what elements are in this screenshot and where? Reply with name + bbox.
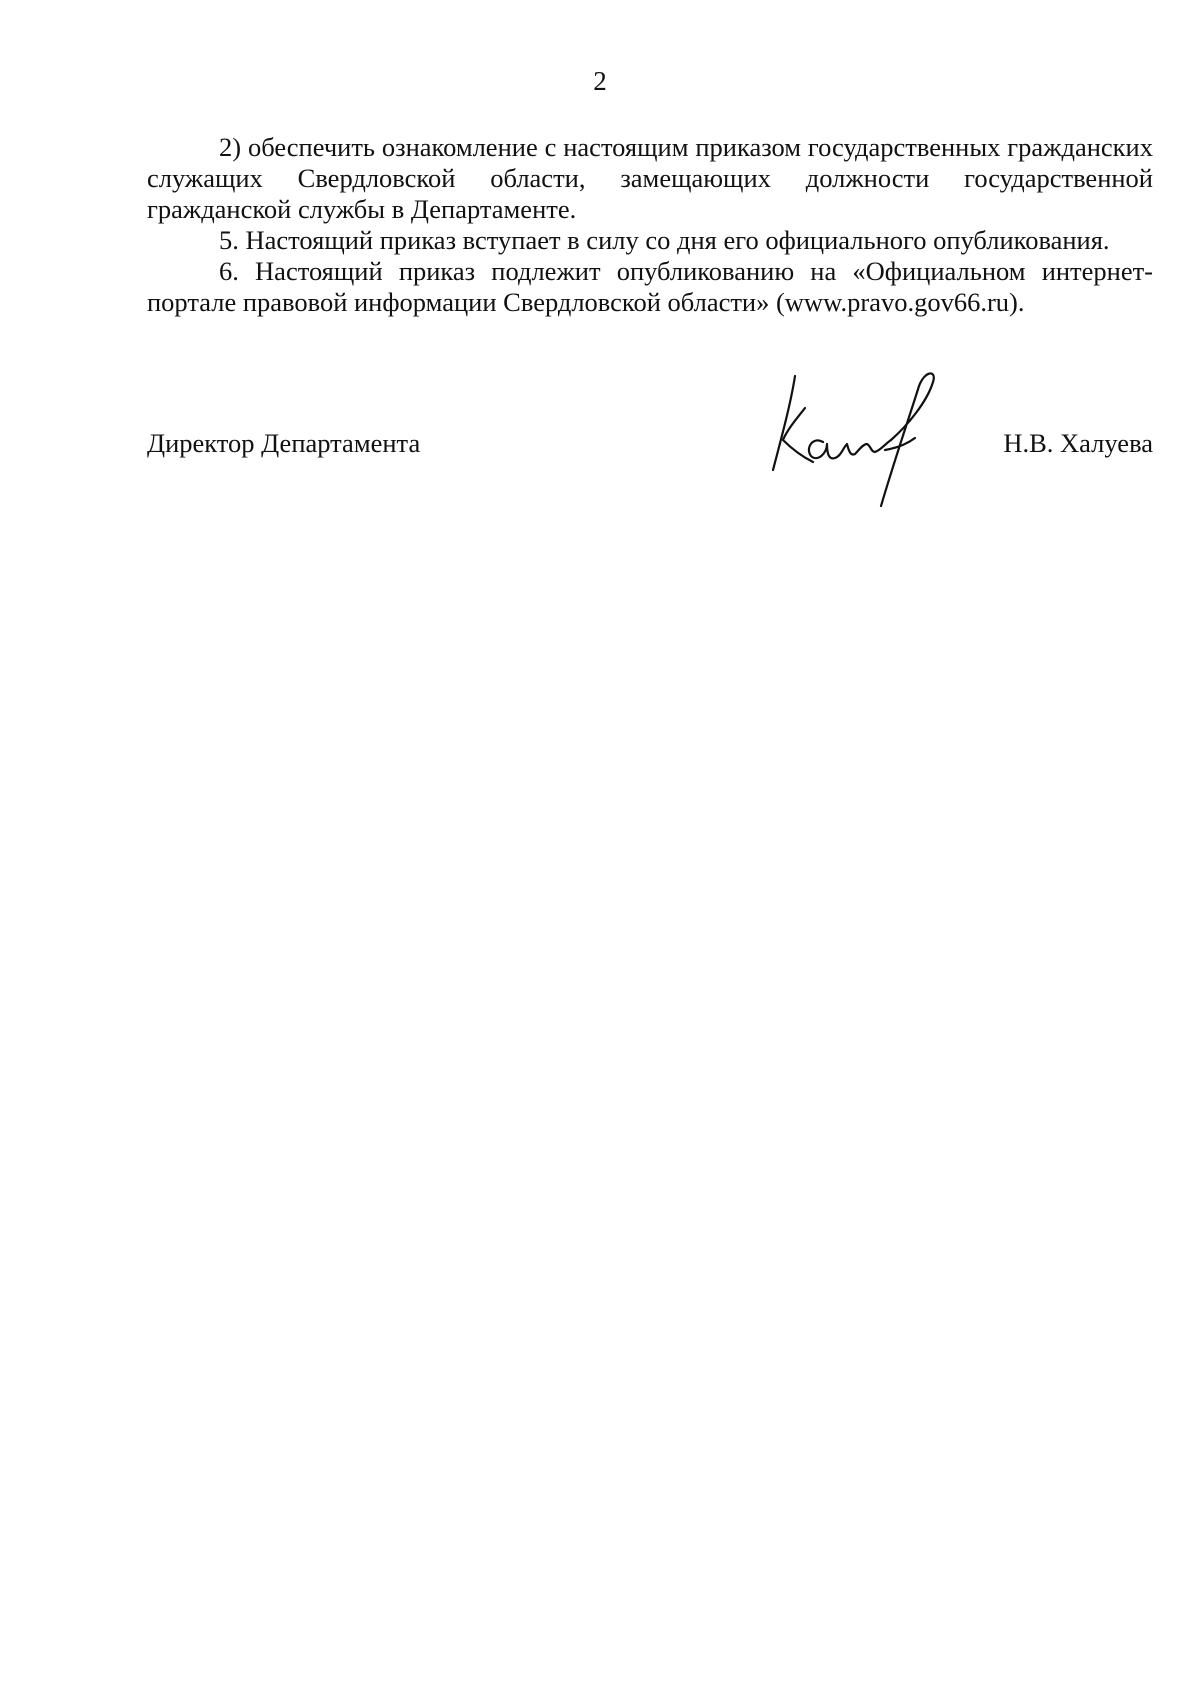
signature-block (147, 418, 1153, 528)
signature-stroke (773, 376, 795, 470)
signature-stroke (881, 373, 934, 506)
paragraph-item-2: 2) обеспечить ознакомление с настоящим приказом государственных гражданских служащих Свердловской области, замещающих должности государственной гражданской службы в Департаменте. (147, 132, 1153, 224)
paragraph-item-6: 6. Настоящий приказ подлежит опубликованию на «Официальном интернет-портале правовой информации Свердловской области» (www.pravo.gov66.ru). (147, 256, 1153, 317)
order-body (147, 132, 1153, 318)
signatory-name: Н.В. Халуева (1003, 428, 1153, 458)
signature-stroke (809, 440, 891, 458)
paragraph-item-5: 5. Настоящий приказ вступает в силу со дня его официального опубликования. (219, 225, 1110, 255)
page-number: 2 (593, 66, 607, 96)
handwritten-signature (757, 372, 957, 522)
signatory-position: Директор Департамента (147, 428, 421, 458)
